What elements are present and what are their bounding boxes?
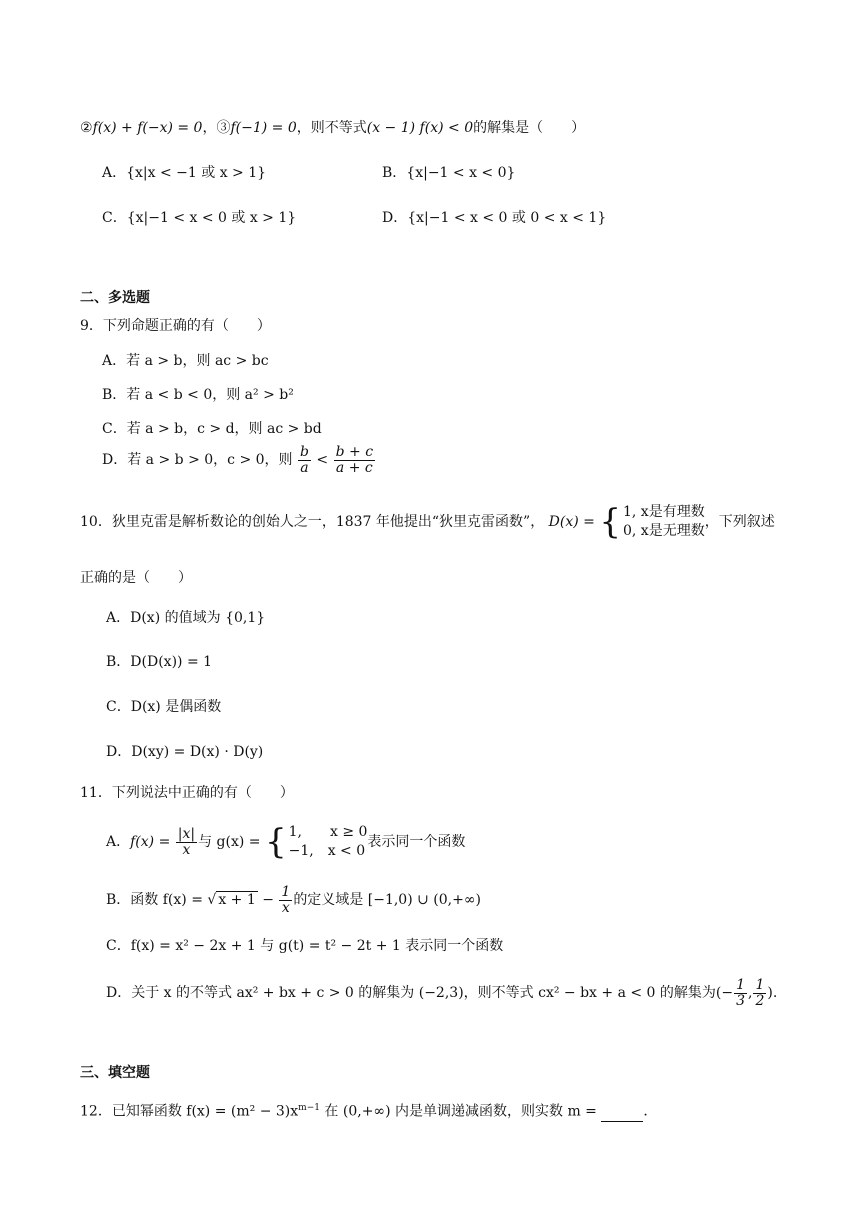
q8-option-a: A．{x|x < −1 或 x > 1}: [102, 165, 267, 181]
q11-option-d: D．关于 x 的不等式 ax² + bx + c > 0 的解集为 (−2,3)，则不等式 cx² − bx + a < 0 的解集为(− $\frac{1}{3}$ , $\frac{1}{2}$ ).: [106, 976, 778, 1009]
answer-blank[interactable]: [601, 1107, 643, 1122]
sqrt-sign-icon: √: [207, 892, 217, 908]
fraction-bc-over-ac: $\frac{b + c}{a + c}$: [335, 443, 374, 476]
section-title-fill-blank: 三、填空题: [80, 1065, 150, 1081]
q9-option-b: B．若 a < b < 0，则 a² > b²: [102, 387, 294, 403]
q10-stem: 10．狄里克雷是解析数论的创始人之一，1837 年他提出“狄里克雷函数”， D(x) = { 1, x是有理数 0, x是无理数 ，下列叙述: [80, 502, 775, 542]
q8-option-d: D．{x|−1 < x < 0 或 0 < x < 1}: [382, 210, 607, 226]
fraction-one-third: $\frac{1}{3}$: [736, 976, 746, 1009]
section-title-multi-choice: 二、多选题: [80, 290, 150, 306]
q10-option-d: D．D(xy) = D(x) · D(y): [106, 744, 264, 760]
fraction-one-over-x: $\frac{1}{x}$: [281, 883, 291, 916]
q8-option-b: B．{x|−1 < x < 0}: [382, 165, 516, 181]
q10-option-a: A．D(x) 的值域为 {0,1}: [106, 610, 266, 626]
q9-stem: 9．下列命题正确的有（ ）: [80, 318, 271, 334]
q11-option-c: C．f(x) = x² − 2x + 1 与 g(t) = t² − 2t + 1 表示同一个函数: [106, 938, 504, 954]
q12-stem: 12．已知幂函数 $f(x) = (m^2 - 3)x^{m-1}$ 在 (0,+∞) 内是单调递减函数，则实数 m = ．: [80, 1103, 658, 1120]
q10-option-b: B．D(D(x)) = 1: [106, 654, 213, 670]
q11-stem: 11．下列说法中正确的有（ ）: [80, 785, 294, 801]
q9-option-a: A．若 a > b，则 ac > bc: [102, 353, 269, 369]
dirichlet-piecewise: { 1, x是有理数 0, x是无理数: [599, 502, 705, 542]
sign-piecewise: { 1, x ≥ 0 −1, x < 0: [264, 822, 368, 862]
q9-option-d: D．若 a > b > 0，c > 0，则 $\frac{b}{a}$ < $\frac{b + c}{a + c}$: [102, 443, 374, 476]
q10-stem-line2: 正确的是（ ）: [80, 570, 192, 586]
q9-option-c: C．若 a > b，c > d，则 ac > bd: [102, 421, 322, 437]
fraction-abs-x-over-x: $\frac{|x|}{x}$: [177, 825, 196, 858]
fraction-one-half: $\frac{1}{2}$: [755, 976, 765, 1009]
q11-option-a: A．f(x) = $\frac{|x|}{x}$ 与 g(x) = { 1, x ≥ 0 −1, x < 0 表示同一个函数: [106, 822, 466, 862]
q8-option-c: C．{x|−1 < x < 0 或 x > 1}: [102, 210, 297, 226]
q11-option-b: B．函数 f(x) = √ x + 1 − $\frac{1}{x}$ 的定义域是 [−1,0) ∪ (0,+∞): [106, 883, 481, 916]
fraction-b-over-a: $\frac{b}{a}$: [300, 443, 309, 476]
q8-stem: ②f(x) + f(−x) = 0，③f(−1) = 0，则不等式(x − 1) f(x) < 0的解集是（ ）: [80, 120, 586, 136]
q10-option-c: C．D(x) 是偶函数: [106, 699, 222, 715]
